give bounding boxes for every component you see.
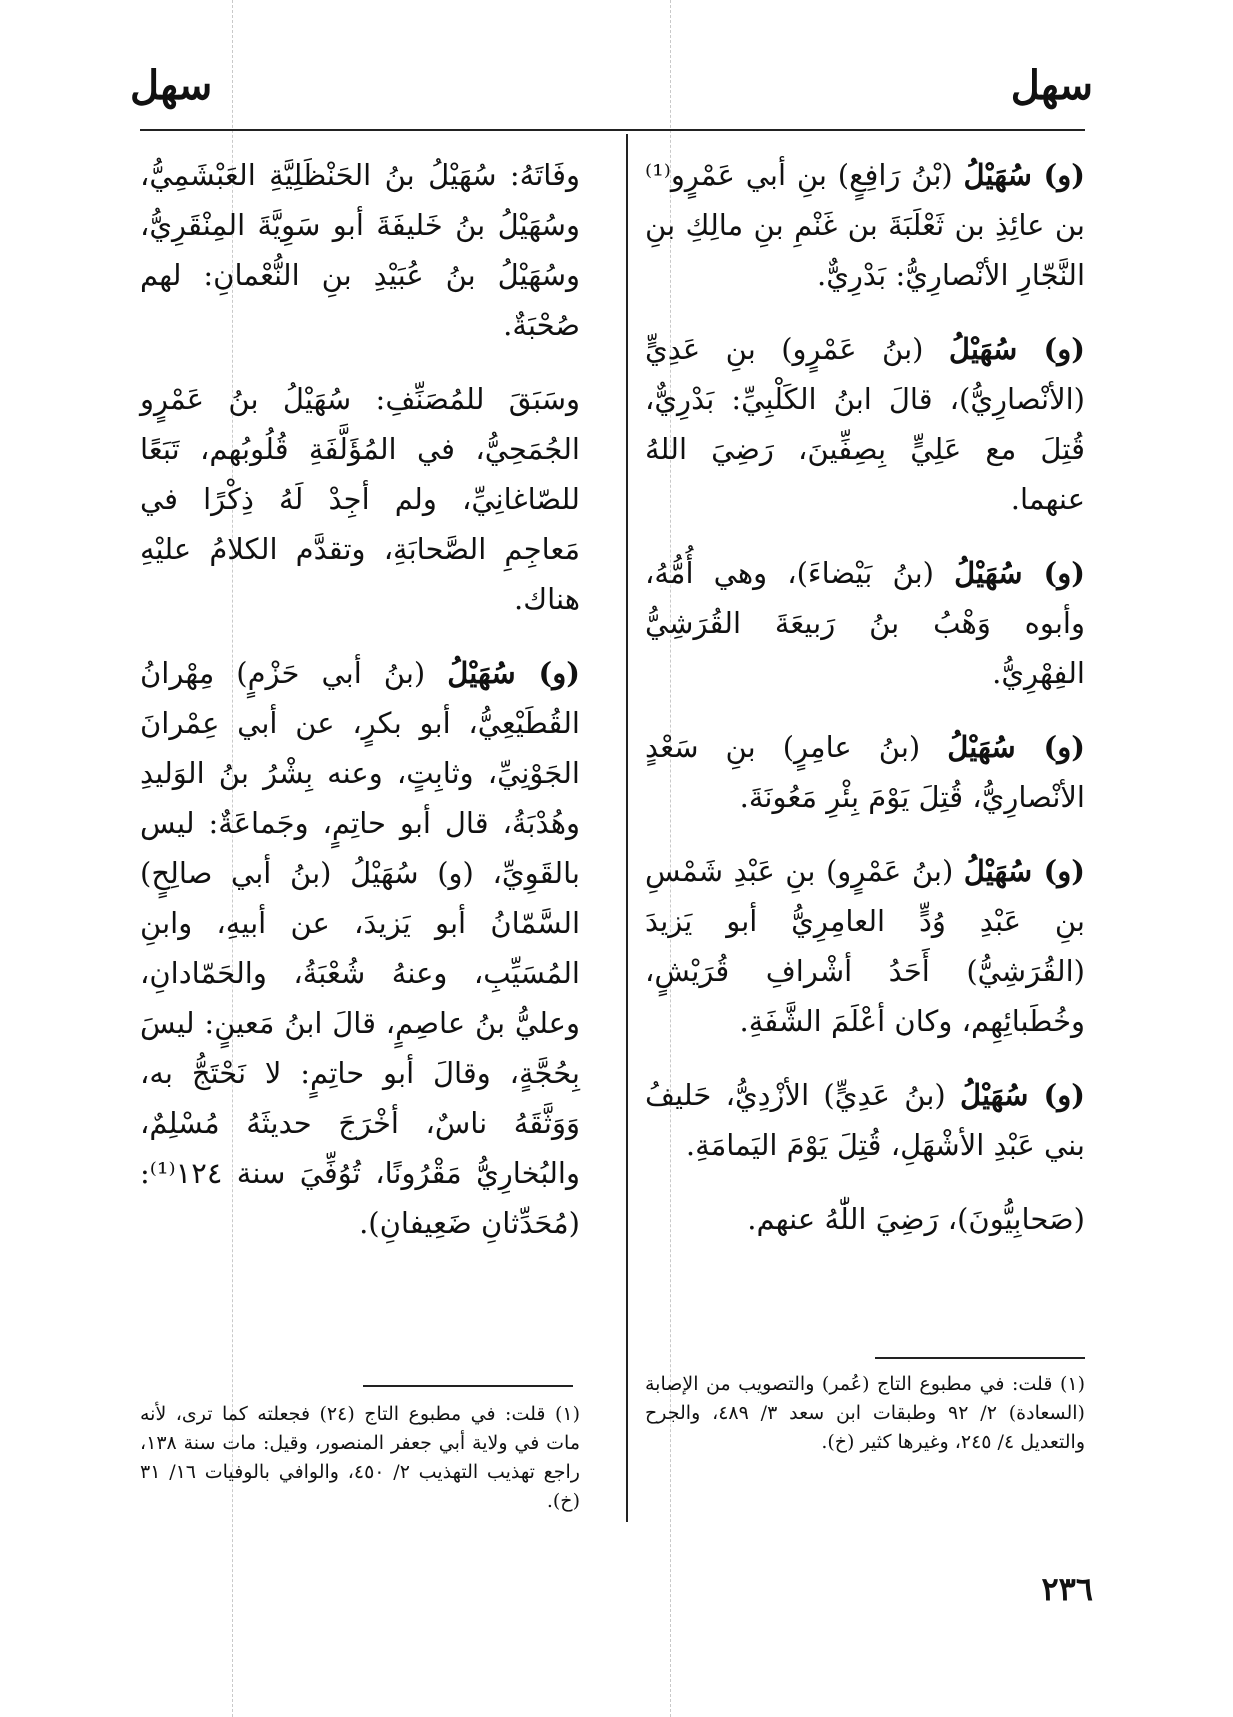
- footnote-rule: [875, 1357, 1085, 1359]
- running-header-right: سهل: [1010, 62, 1093, 109]
- dictionary-entry: [645, 548, 1085, 698]
- header-rule: [140, 129, 1085, 131]
- entry-opener: (و) سُهَيْلُ: [447, 656, 580, 690]
- entry-opener: (و) سُهَيْلُ: [963, 158, 1085, 192]
- entry-text: وفَاتَهُ: سُهَيْلُ بنُ الحَنْظَلِيَّةِ العَبْشَمِيُّ، وسُهَيْلُ بنُ خَليفَةَ أبو سَوِيَّةَ المِنْقَرِيُّ، وسُهَيْلُ بنُ عُبَيْدِ بنِ النُّعْمانِ: لهم صُحْبَةٌ.: [140, 158, 580, 342]
- dictionary-entry: [140, 374, 580, 624]
- column-divider: [626, 134, 628, 1522]
- entry-opener: (و) سُهَيْلُ: [948, 332, 1085, 366]
- entry-text: (بنُ عَمْرٍو) بنِ عَدِيٍّ (الأنْصارِيُّ)، قالَ ابنُ الكَلْبِيِّ: بَدْرِيٌّ، قُتِلَ مع عَلِيٍّ بِصِفِّينَ، رَضِيَ اللهُ عنهما.: [645, 332, 1085, 516]
- entry-text: وسَبَقَ للمُصَنِّفِ: سُهَيْلُ بنُ عَمْرٍو الجُمَحِيُّ، في المُؤَلَّفَةِ قُلُوبُهم، تَبَعًا للصّاغانِيِّ، ولم أجِدْ لَهُ ذِكْرًا في مَعاجِمِ الصَّحابَةِ، وتقدَّم الكلامُ عليْهِ هناك.: [140, 382, 580, 616]
- dictionary-entry: [645, 846, 1085, 1046]
- left-column: [140, 150, 580, 1272]
- dictionary-entry: [645, 150, 1085, 300]
- dictionary-entry: [140, 648, 580, 1248]
- dictionary-entry: [645, 1070, 1085, 1170]
- running-header-left: سهل: [130, 62, 213, 109]
- entry-text: (بنُ بَيْضاءَ)، وهي أُمُّهُ، وأبوه وَهْبُ بنُ رَبيعَةَ القُرَشِيُّ الفِهْرِيُّ.: [645, 556, 1085, 690]
- dictionary-entry: [140, 150, 580, 350]
- entry-text: (بْنُ رَافِعٍ) بنِ أبي عَمْرٍو⁽¹⁾ بن عائِذِ بن ثَعْلَبَةَ بن غَنْمِ بنِ مالِكِ بنِ النَّجّارِ الأنْصارِيُّ: بَدْرِيٌّ.: [645, 158, 1085, 292]
- entry-text: (بنُ عَمْرٍو) بنِ عَبْدِ شَمْسِ بنِ عَبْدِ وُدٍّ العامِرِيُّ أبو يَزيدَ (القُرَشِيُّ) أَحَدُ أشْرافِ قُرَيْشٍ، وخُطَبائِهِم، وكان أعْلَمَ الشَّفَةِ.: [645, 854, 1085, 1038]
- dictionary-entry: [645, 722, 1085, 822]
- entry-opener: (و) سُهَيْلُ: [947, 730, 1086, 764]
- dictionary-entry: [645, 1194, 1085, 1244]
- page-number: ٢٣٦: [1041, 1570, 1093, 1608]
- right-column: [645, 150, 1085, 1268]
- entry-opener: (و) سُهَيْلُ: [963, 854, 1085, 888]
- footnote-right: (١) قلت: في مطبوع التاج (عُمر) والتصويب من الإصابة (السعادة) ٢/ ٩٢ وطبقات ابن سعد ٣/ ٤٨٩، والجرح والتعديل ٤/ ٢٤٥، وغيرها كثير (خ).: [645, 1373, 1085, 1453]
- entry-text: (بنُ عامِرٍ) بنِ سَعْدٍ الأنْصارِيُّ، قُتِلَ يَوْمَ بِئْرِ مَعُونَةَ.: [645, 730, 1085, 814]
- entry-opener: (و) سُهَيْلُ: [954, 556, 1085, 590]
- entry-text: (بنُ أبي حَزْمٍ) مِهْرانُ القُطَيْعِيُّ، أبو بكرٍ، عن أبي عِمْرانَ الجَوْنِيِّ، وثابِتٍ، وعنه بِشْرُ بنُ الوَليدِ وهُدْبَةُ، قال أبو حاتِمٍ، وجَماعَةٌ: ليس بالقَوِيِّ، (و) سُهَيْلُ (بنُ أبي صالِحٍ) السَّمّانُ أبو يَزيدَ، عن أبيهِ، وابنِ المُسَيِّبِ، وعنهُ شُعْبَةُ، والحَمّادانِ، وعليُّ بنُ عاصِمٍ، قالَ ابنُ مَعينٍ: ليسَ بِحُجَّةٍ، وقالَ أبو حاتِمٍ: لا نَحْتَجُّ به، وَوَثَّقَهُ ناسٌ، أخْرَجَ حديثَهُ مُسْلِمٌ، والبُخارِيُّ مَقْرُونًا، تُوُفِّيَ سنة ١٢٤⁽¹⁾: (مُحَدِّثانِ ضَعِيفانِ).: [140, 656, 580, 1240]
- entry-text: (بنُ عَدِيٍّ) الأزْدِيُّ، حَليفُ بني عَبْدِ الأشْهَلِ، قُتِلَ يَوْمَ اليَمامَةِ.: [645, 1078, 1085, 1162]
- entry-text: (صَحابِيُّونَ)، رَضِيَ اللّٰهُ عنهم.: [747, 1202, 1085, 1236]
- entry-opener: (و) سُهَيْلُ: [960, 1078, 1085, 1112]
- dictionary-entry: [645, 324, 1085, 524]
- footnote-left: (١) قلت: في مطبوع التاج (٢٤) فجعلته كما ترى، لأنه مات في ولاية أبي جعفر المنصور، وقيل: مات سنة ١٣٨، راجع تهذيب التهذيب ٢/ ٤٥٠، والوافي بالوفيات ١٦/ ٣١ (خ).: [140, 1403, 580, 1512]
- footnote-rule: [363, 1385, 573, 1387]
